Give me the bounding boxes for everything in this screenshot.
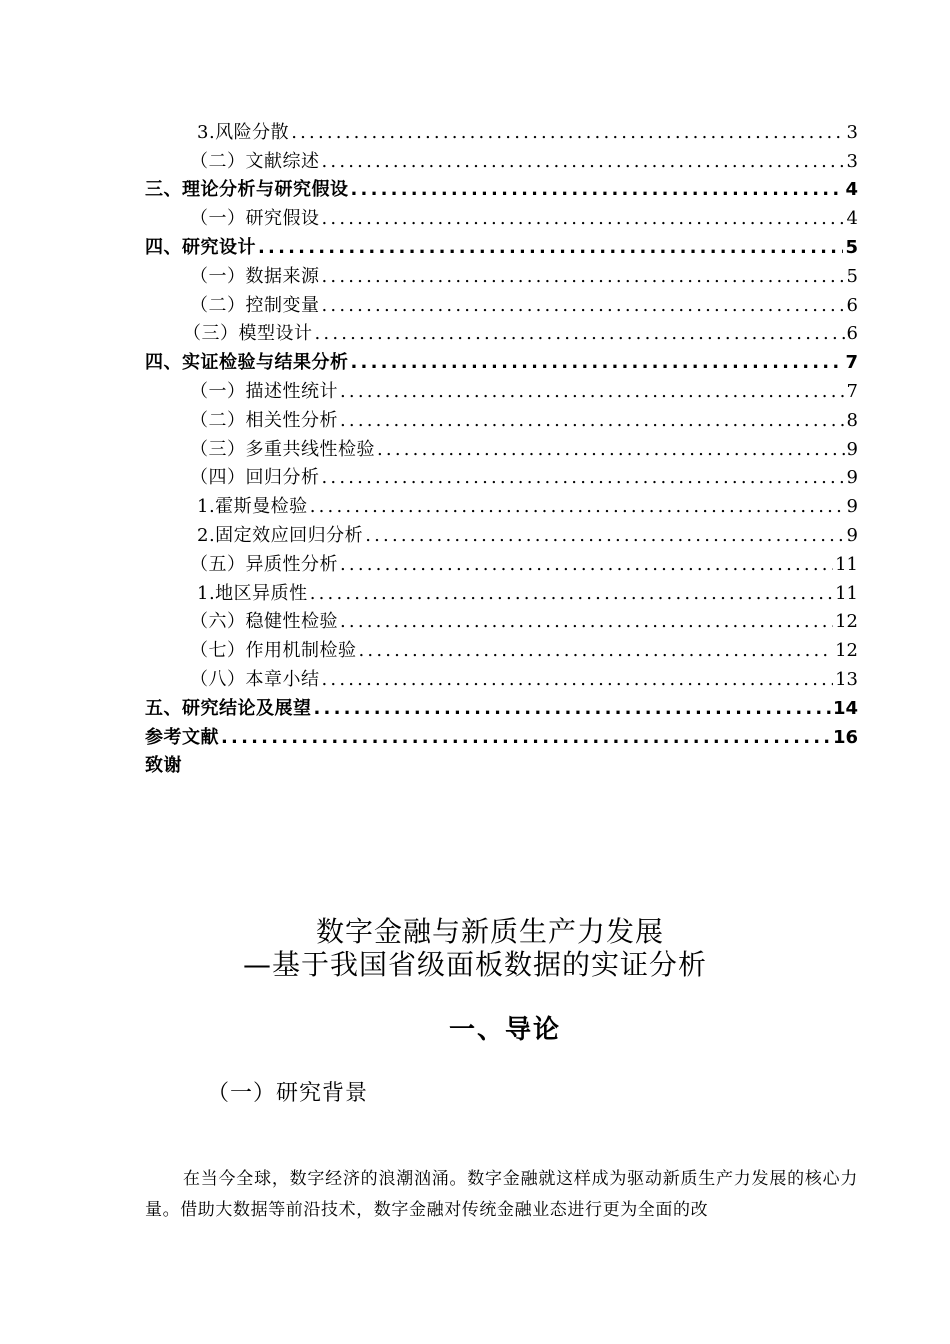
toc-entry-label: （一）研究假设 — [190, 208, 320, 230]
toc-entry[interactable] — [145, 548, 858, 577]
toc-leader-dots — [359, 639, 834, 663]
toc-entry-label: （三）多重共线性检验 — [190, 438, 375, 460]
toc-leader-dots — [340, 409, 845, 433]
toc-entry[interactable] — [145, 202, 858, 231]
toc-leader-dots — [221, 726, 831, 750]
toc-leader-dots — [322, 294, 845, 318]
toc-entry-label: 3.风险分散 — [197, 121, 290, 143]
toc-entry[interactable] — [145, 721, 858, 750]
toc-entry[interactable] — [145, 260, 858, 289]
toc-leader-dots — [340, 610, 833, 634]
paper-subtitle: —基于我国省级面板数据的实证分析 — [242, 948, 707, 981]
toc-entry-label: 三、理论分析与研究假设 — [145, 179, 349, 201]
toc-entry-label: （八）本章小结 — [190, 668, 320, 690]
toc-page-number: 3 — [846, 121, 858, 143]
toc-entry-label: 四、研究设计 — [145, 236, 256, 258]
toc-entry-label: （三）模型设计 — [183, 323, 313, 345]
toc-entry[interactable] — [145, 519, 858, 548]
toc-entry[interactable] — [145, 750, 858, 779]
toc-leader-dots — [322, 207, 845, 231]
toc-entry[interactable] — [145, 577, 858, 606]
toc-leader-dots — [365, 524, 844, 548]
toc-entry-label: （一）描述性统计 — [190, 380, 338, 402]
toc-leader-dots — [315, 322, 845, 346]
toc-leader-dots — [322, 668, 834, 692]
toc-entry-label: 五、研究结论及展望 — [145, 697, 312, 719]
toc-leader-dots — [322, 265, 845, 289]
toc-entry[interactable] — [145, 404, 858, 433]
body-paragraph: 在当今全球，数字经济的浪潮汹涌。数字金融就这样成为驱动新质生产力发展的核心力量。借助大数据等前沿技术，数字金融对传统金融业态进行更为全面的改 — [145, 1169, 858, 1220]
toc-leader-dots — [310, 495, 845, 519]
toc-entry-label: （二）控制变量 — [190, 294, 320, 316]
toc-page-number: 9 — [846, 467, 858, 489]
toc-page-number: 5 — [846, 265, 858, 287]
toc-entry[interactable] — [145, 145, 858, 174]
toc-page-number: 13 — [835, 668, 858, 690]
toc-page-number: 7 — [846, 380, 858, 402]
toc-entry[interactable] — [145, 318, 858, 347]
toc-leader-dots — [310, 582, 833, 606]
toc-page-number: 11 — [835, 553, 858, 575]
toc-entry-label: （六）稳健性检验 — [190, 611, 338, 633]
toc-entry[interactable] — [145, 634, 858, 663]
toc-entry-label: 致谢 — [145, 755, 182, 777]
toc-page-number: 9 — [846, 496, 858, 518]
toc-entry-label: （五）异质性分析 — [190, 553, 338, 575]
toc-leader-dots — [351, 178, 844, 202]
table-of-contents — [145, 116, 858, 778]
toc-entry-label: （二）相关性分析 — [190, 409, 338, 431]
toc-page-number: 12 — [835, 640, 858, 662]
toc-leader-dots — [377, 438, 845, 462]
toc-entry-label: 1.霍斯曼检验 — [197, 496, 308, 518]
toc-page-number: 3 — [846, 150, 858, 172]
toc-entry[interactable] — [145, 289, 858, 318]
toc-leader-dots — [258, 236, 843, 260]
toc-entry[interactable] — [145, 174, 858, 203]
toc-page-number: 9 — [846, 524, 858, 546]
toc-entry-label: （四）回归分析 — [190, 467, 320, 489]
toc-page-number: 6 — [846, 323, 858, 345]
toc-leader-dots — [351, 351, 844, 375]
toc-entry-label: 1.地区异质性 — [197, 582, 308, 604]
toc-entry-label: 参考文献 — [145, 726, 219, 748]
toc-entry-label: 2.固定效应回归分析 — [197, 524, 364, 546]
chapter-heading: 一、导论 — [448, 1015, 561, 1045]
toc-leader-dots — [340, 553, 833, 577]
toc-entry[interactable] — [145, 462, 858, 491]
toc-page-number: 8 — [846, 409, 858, 431]
toc-leader-dots — [291, 121, 844, 145]
toc-entry-label: （七）作用机制检验 — [190, 640, 357, 662]
toc-entry[interactable] — [145, 375, 858, 404]
toc-leader-dots — [340, 380, 845, 404]
toc-entry-label: （二）文献综述 — [190, 150, 320, 172]
toc-entry[interactable] — [145, 692, 858, 721]
toc-entry[interactable] — [145, 116, 858, 145]
toc-page-number: 5 — [845, 236, 858, 258]
toc-page-number: 7 — [845, 352, 858, 374]
toc-page-number: 9 — [846, 438, 858, 460]
toc-page-number: 11 — [835, 582, 858, 604]
toc-leader-dots — [322, 466, 845, 490]
paper-title: 数字金融与新质生产力发展 — [315, 915, 664, 948]
toc-page-number: 4 — [845, 179, 858, 201]
toc-leader-dots — [322, 150, 845, 174]
toc-entry[interactable] — [145, 346, 858, 375]
section-heading: （一）研究背景 — [207, 1081, 369, 1106]
toc-page-number: 4 — [846, 208, 858, 230]
toc-entry-label: （一）数据来源 — [190, 265, 320, 287]
toc-entry[interactable] — [145, 606, 858, 635]
toc-page-number: 16 — [832, 726, 858, 748]
toc-page-number: 12 — [835, 611, 858, 633]
toc-entry[interactable] — [145, 663, 858, 692]
toc-entry[interactable] — [145, 433, 858, 462]
toc-leader-dots — [314, 697, 831, 721]
toc-page-number: 6 — [846, 294, 858, 316]
toc-entry-label: 四、实证检验与结果分析 — [145, 352, 349, 374]
toc-page-number: 14 — [832, 697, 858, 719]
toc-entry[interactable] — [145, 490, 858, 519]
toc-entry[interactable] — [145, 231, 858, 260]
